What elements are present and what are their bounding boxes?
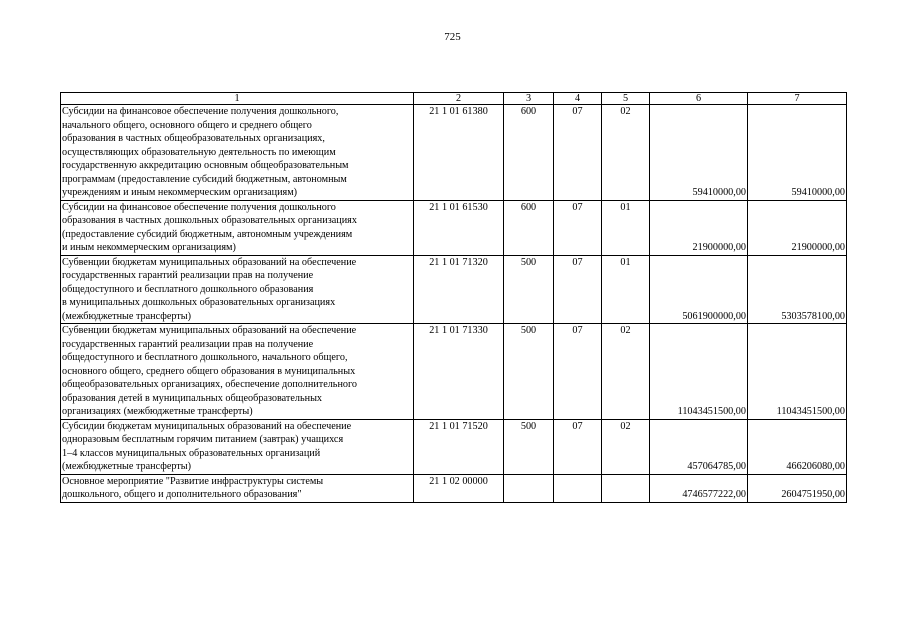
expense-type-cell: 500 xyxy=(504,324,554,420)
target-code-cell: 21 1 01 61380 xyxy=(414,105,504,201)
target-code-cell: 21 1 01 71520 xyxy=(414,419,504,474)
expense-type-cell: 600 xyxy=(504,200,554,255)
table-row xyxy=(61,324,847,420)
subsection-cell: 02 xyxy=(602,324,650,420)
subsection-cell: 02 xyxy=(602,419,650,474)
amount-cell: 59410000,00 xyxy=(748,105,847,201)
amount-cell: 5303578100,00 xyxy=(748,255,847,324)
subsection-cell xyxy=(602,474,650,502)
expense-name-line: (межбюджетные трансферты) xyxy=(62,461,192,472)
expense-name-cell xyxy=(61,200,414,255)
expense-name-line: начального общего, основного общего и среднего общего xyxy=(62,119,312,131)
expense-type-cell: 600 xyxy=(504,105,554,201)
column-header: 5 xyxy=(602,93,650,105)
section-cell: 07 xyxy=(554,105,602,201)
table-row xyxy=(61,255,847,324)
column-header: 3 xyxy=(504,93,554,105)
expense-name-line: государственных гарантий реализации прав на получение xyxy=(62,338,314,350)
target-code-cell: 21 1 01 61530 xyxy=(414,200,504,255)
expense-name-line: общедоступного и бесплатного дошкольного образования xyxy=(62,283,314,295)
expense-name-line: (межбюджетные трансферты) xyxy=(62,310,192,322)
amount-cell: 5061900000,00 xyxy=(650,255,748,324)
subsection-cell: 01 xyxy=(602,255,650,324)
subsection-cell: 02 xyxy=(602,105,650,201)
amount-cell: 4746577222,00 xyxy=(650,474,748,502)
expense-name-line: одноразовым бесплатным горячим питанием (завтрак) учащихся xyxy=(62,434,344,445)
expense-name-cell xyxy=(61,255,414,324)
target-code-cell: 21 1 01 71320 xyxy=(414,255,504,324)
table-row xyxy=(61,105,847,201)
amount-cell: 11043451500,00 xyxy=(650,324,748,420)
budget-table xyxy=(60,92,847,503)
expense-name-line: общеобразовательных организациях, обеспечение дополнительного xyxy=(62,379,358,390)
expense-name-line: дошкольного, общего и дополнительного образования" xyxy=(62,489,302,500)
expense-name-cell xyxy=(61,105,414,201)
target-code-cell: 21 1 02 00000 xyxy=(414,474,504,502)
expense-name-line: образования в частных дошкольных образовательных организациях xyxy=(62,215,357,226)
expense-name-line: Субвенции бюджетам муниципальных образований на обеспечение xyxy=(62,325,357,336)
expense-name-line: государственную аккредитацию основным общеобразовательным xyxy=(62,160,349,171)
section-cell: 07 xyxy=(554,255,602,324)
expense-name-line: основного общего, среднего общего образования в муниципальных xyxy=(62,365,356,377)
expense-name-line: учреждениям и иным некоммерческим организациям) xyxy=(62,187,298,198)
expense-name-line: Субвенции бюджетам муниципальных образований на обеспечение xyxy=(62,256,357,268)
column-header: 4 xyxy=(554,93,602,105)
expense-name-line: Субсидии на финансовое обеспечение получения дошкольного xyxy=(62,201,336,213)
amount-cell: 11043451500,00 xyxy=(748,324,847,420)
expense-name-line: образования детей в муниципальных общеобразовательных xyxy=(62,392,323,404)
expense-name-line: Субсидии на финансовое обеспечение получения дошкольного, xyxy=(62,106,339,117)
section-cell: 07 xyxy=(554,419,602,474)
expense-type-cell: 500 xyxy=(504,255,554,324)
column-number-row xyxy=(61,93,847,105)
amount-cell: 466206080,00 xyxy=(748,419,847,474)
expense-name-cell xyxy=(61,419,414,474)
expense-type-cell xyxy=(504,474,554,502)
column-header: 1 xyxy=(61,93,414,105)
expense-name-line: (предоставление субсидий бюджетным, автономным учреждениям xyxy=(62,228,353,240)
expense-name-line: Основное мероприятие "Развитие инфраструктуры системы xyxy=(62,475,324,487)
expense-name-cell xyxy=(61,474,414,502)
section-cell xyxy=(554,474,602,502)
section-cell: 07 xyxy=(554,200,602,255)
expense-name-line: 1–4 классов муниципальных образовательных организаций xyxy=(62,447,321,459)
expense-name-cell xyxy=(61,324,414,420)
expense-name-line: организациях (межбюджетные трансферты) xyxy=(62,406,253,417)
page-number: 725 xyxy=(444,31,461,43)
amount-cell: 457064785,00 xyxy=(650,419,748,474)
expense-name-line: программам (предоставление субсидий бюджетным, автономным xyxy=(62,173,347,185)
amount-cell: 59410000,00 xyxy=(650,105,748,201)
column-header: 2 xyxy=(414,93,504,105)
table-row xyxy=(61,200,847,255)
column-header: 6 xyxy=(650,93,748,105)
expense-name-line: общедоступного и бесплатного дошкольного, начального общего, xyxy=(62,352,348,363)
table-row xyxy=(61,419,847,474)
column-header: 7 xyxy=(748,93,847,105)
section-cell: 07 xyxy=(554,324,602,420)
subsection-cell: 01 xyxy=(602,200,650,255)
target-code-cell: 21 1 01 71330 xyxy=(414,324,504,420)
amount-cell: 21900000,00 xyxy=(748,200,847,255)
expense-name-line: образования в частных общеобразовательных организациях, xyxy=(62,133,325,144)
amount-cell: 21900000,00 xyxy=(650,200,748,255)
expense-name-line: в муниципальных дошкольных образовательных организациях xyxy=(62,297,336,308)
expense-name-line: и иным некоммерческим организациям) xyxy=(62,242,236,253)
expense-name-line: Субсидии бюджетам муниципальных образований на обеспечение xyxy=(62,420,352,432)
table-row xyxy=(61,474,847,502)
expense-name-line: государственных гарантий реализации прав на получение xyxy=(62,270,314,281)
expense-type-cell: 500 xyxy=(504,419,554,474)
amount-cell: 2604751950,00 xyxy=(748,474,847,502)
expense-name-line: осуществляющих образовательную деятельность по имеющим xyxy=(62,146,336,158)
